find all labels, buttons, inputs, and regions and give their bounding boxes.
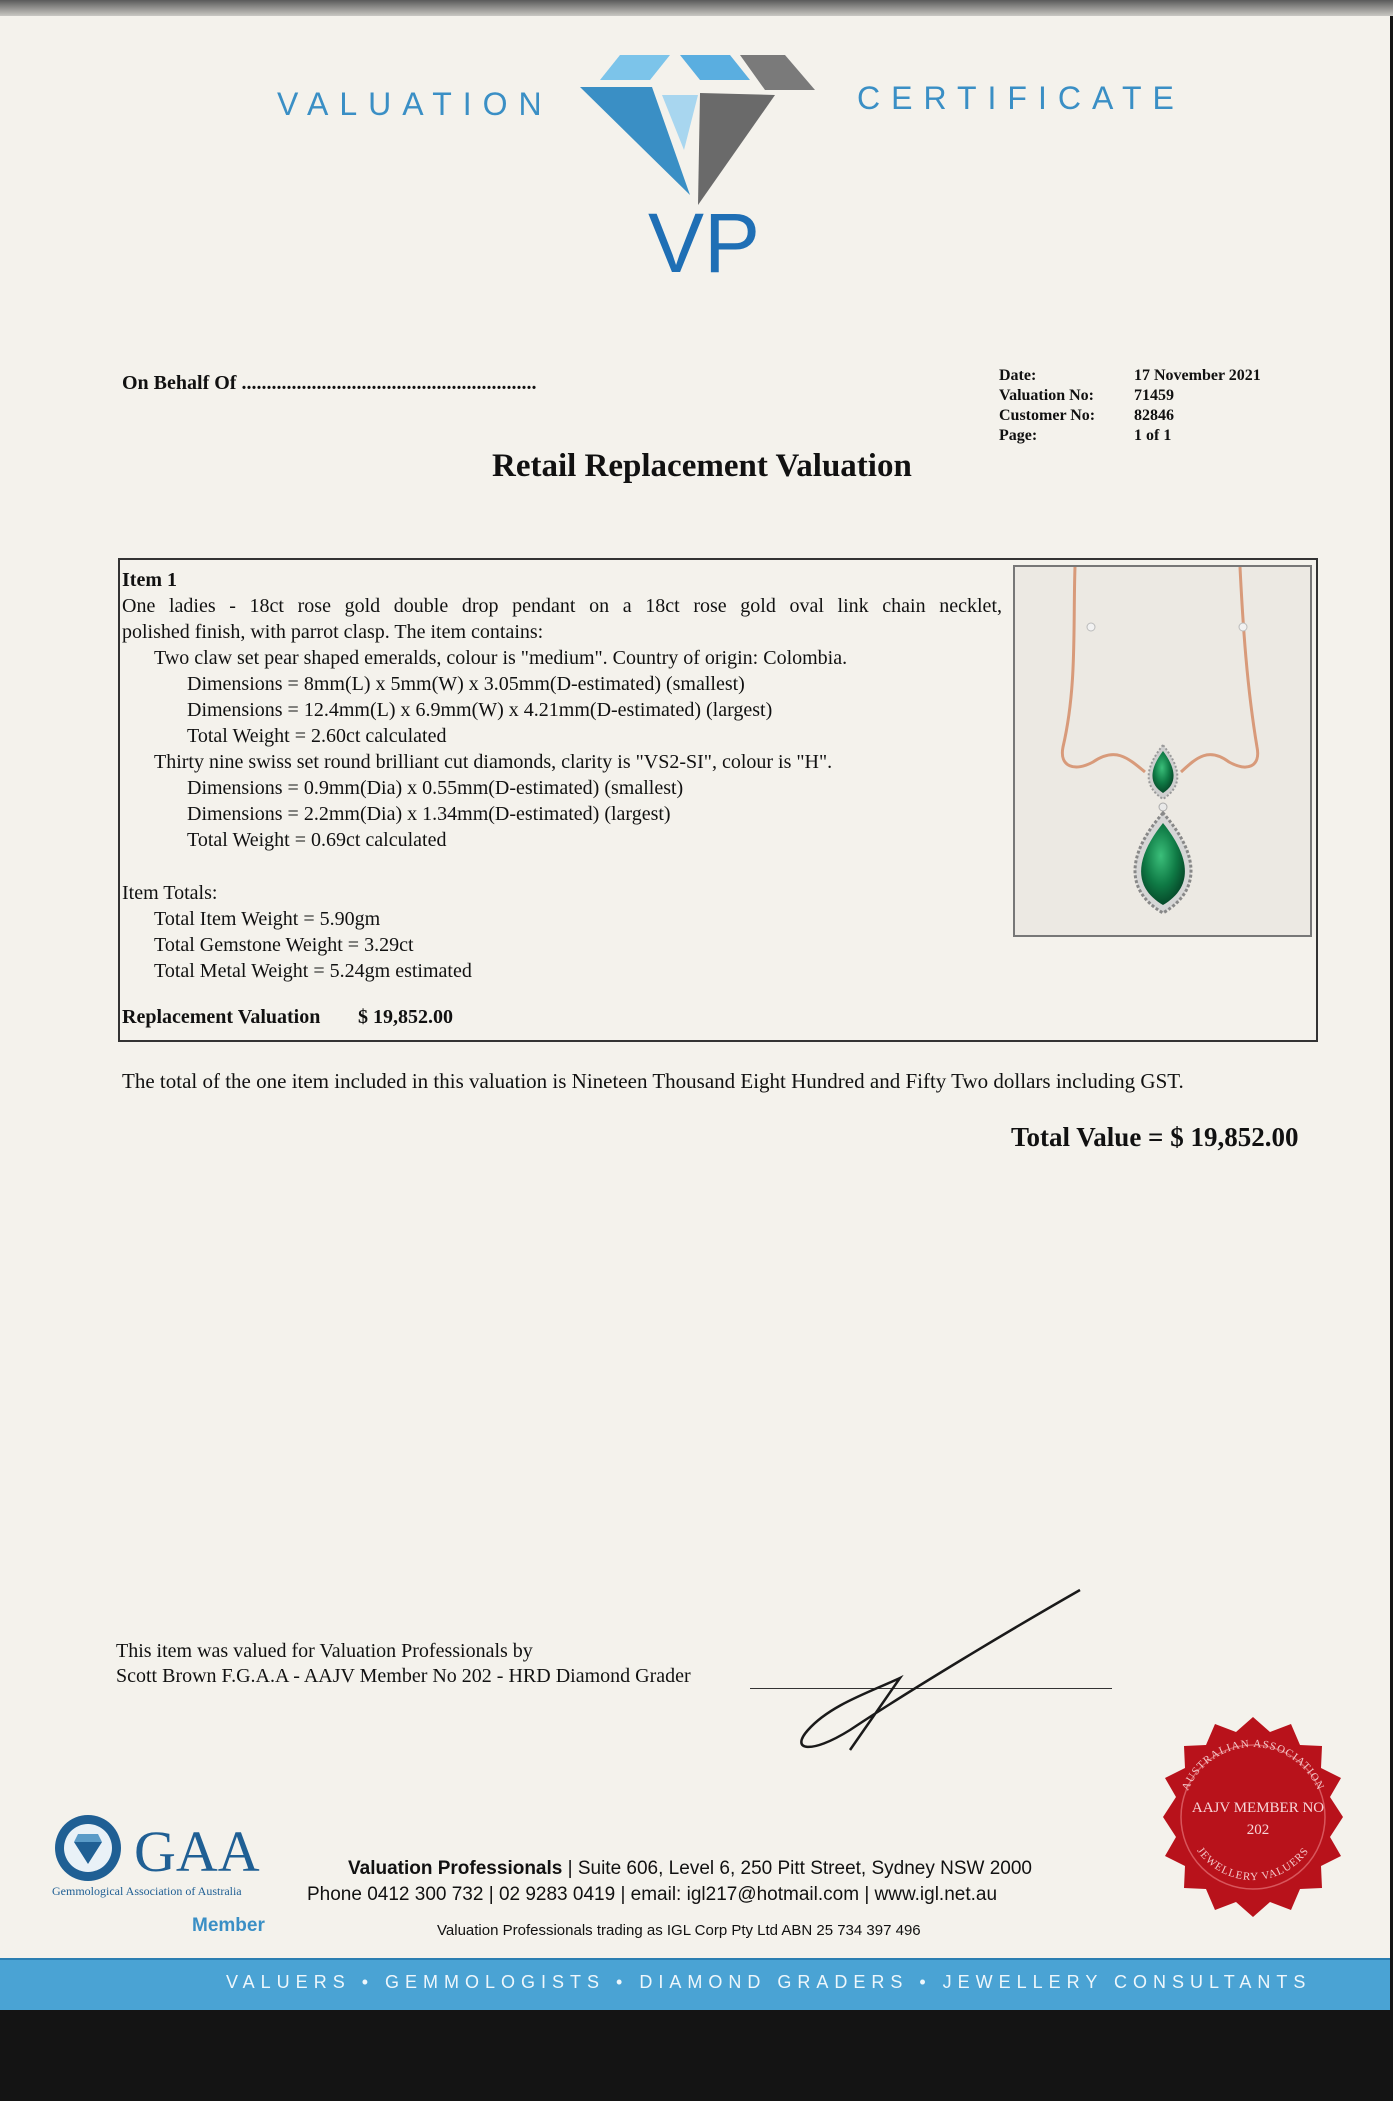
document-title: Retail Replacement Valuation bbox=[492, 448, 912, 484]
meta-customer-number: 82846 bbox=[1134, 407, 1174, 424]
emeralds-line: Two claw set pear shaped emeralds, colour is "medium". Country of origin: Colombia. bbox=[154, 647, 848, 669]
meta-label: Customer No: bbox=[999, 407, 1096, 424]
pendant-illustration-icon bbox=[1015, 567, 1310, 935]
signature-icon bbox=[790, 1580, 1090, 1760]
meta-values bbox=[1134, 366, 1261, 446]
vp-logo-letters: VP bbox=[648, 196, 761, 290]
gst-sentence: The total of the one item included in this valuation is Nineteen Thousand Eight Hundred and Fifty Two dollars including GST. bbox=[122, 1069, 1184, 1093]
on-behalf-of-field: On Behalf Of ........................................................... bbox=[122, 372, 537, 394]
replacement-valuation-label: Replacement Valuation bbox=[122, 1006, 321, 1028]
total-value: Total Value = $ 19,852.00 bbox=[1011, 1122, 1299, 1152]
emeralds-dim-large: Dimensions = 12.4mm(L) x 6.9mm(W) x 4.21mm(D-estimated) (largest) bbox=[187, 699, 773, 721]
meta-date-value: 17 November 2021 bbox=[1134, 367, 1261, 384]
valuer-line2: Scott Brown F.G.A.A - AAJV Member No 202 - HRD Diamond Grader bbox=[116, 1665, 691, 1687]
total-item-weight: Total Item Weight = 5.90gm bbox=[154, 908, 381, 930]
meta-label: Date: bbox=[999, 367, 1037, 384]
meta-label: Valuation No: bbox=[999, 387, 1094, 404]
item-totals-heading: Item Totals: bbox=[122, 882, 218, 904]
footer-band bbox=[0, 1958, 1390, 2010]
footer-address-line bbox=[348, 1858, 1032, 1880]
meta-label: Page: bbox=[999, 427, 1038, 444]
gaa-subtitle: Gemmological Association of Australia bbox=[52, 1884, 242, 1898]
emeralds-dim-small: Dimensions = 8mm(L) x 5mm(W) x 3.05mm(D-estimated) (smallest) bbox=[187, 673, 745, 695]
footer-contact: Phone 0412 300 732 | 02 9283 0419 | email: igl217@hotmail.com | www.igl.net.au bbox=[307, 1884, 998, 1905]
meta-valuation-number: 71459 bbox=[1134, 387, 1174, 404]
diamond-logo-icon bbox=[580, 55, 820, 205]
footer-company-name: Valuation Professionals bbox=[348, 1858, 563, 1879]
gaa-logo-icon bbox=[52, 1808, 282, 1888]
item-description-line1: One ladies - 18ct rose gold double drop pendant on a 18ct rose gold oval link chain necklet, bbox=[122, 595, 1002, 617]
seal-member-number: 202 bbox=[1246, 1822, 1270, 1838]
top-edge-shadow bbox=[0, 0, 1393, 16]
footer-band-text: VALUERS • GEMMOLOGISTS • DIAMOND GRADERS • JEWELLERY CONSULTANTS bbox=[226, 1972, 1312, 1992]
item-description-line2: polished finish, with parrot clasp. The item contains: bbox=[122, 621, 544, 643]
valuer-line1: This item was valued for Valuation Professionals by bbox=[116, 1640, 533, 1662]
total-metal-weight: Total Metal Weight = 5.24gm estimated bbox=[154, 960, 472, 982]
diamonds-weight: Total Weight = 0.69ct calculated bbox=[187, 829, 447, 851]
meta-page-value: 1 of 1 bbox=[1134, 427, 1172, 444]
seal-center-text: AAJV MEMBER NO bbox=[1191, 1800, 1325, 1816]
emeralds-weight: Total Weight = 2.60ct calculated bbox=[187, 725, 447, 747]
seal-outer-top-text: AUSTRALIAN ASSOCIATION bbox=[1179, 1737, 1327, 1793]
meta-labels bbox=[999, 366, 1095, 446]
diamonds-dim-large: Dimensions = 2.2mm(Dia) x 1.34mm(D-estimated) (largest) bbox=[187, 803, 671, 825]
header-valuation-word: VALUATION bbox=[277, 86, 553, 122]
aajv-member-seal-icon bbox=[1148, 1712, 1358, 1922]
gaa-letters: GAA bbox=[134, 1819, 260, 1884]
footer-address: | Suite 606, Level 6, 250 Pitt Street, Sydney NSW 2000 bbox=[567, 1858, 1032, 1879]
gaa-member-label: Member bbox=[192, 1915, 265, 1936]
emerald-pendant-photo bbox=[1013, 565, 1312, 937]
header-certificate-word: CERTIFICATE bbox=[857, 80, 1185, 116]
item-heading: Item 1 bbox=[122, 569, 177, 591]
diamonds-line: Thirty nine swiss set round brilliant cut diamonds, clarity is "VS2-SI", colour is "H". bbox=[154, 751, 833, 773]
seal-outer-bottom-text: JEWELLERY VALUERS bbox=[1194, 1845, 1312, 1884]
diamonds-dim-small: Dimensions = 0.9mm(Dia) x 0.55mm(D-estimated) (smallest) bbox=[187, 777, 684, 799]
total-gemstone-weight: Total Gemstone Weight = 3.29ct bbox=[154, 934, 414, 956]
footer-trading: Valuation Professionals trading as IGL Corp Pty Ltd ABN 25 734 397 496 bbox=[437, 1922, 921, 1939]
replacement-valuation-value: $ 19,852.00 bbox=[358, 1006, 453, 1028]
